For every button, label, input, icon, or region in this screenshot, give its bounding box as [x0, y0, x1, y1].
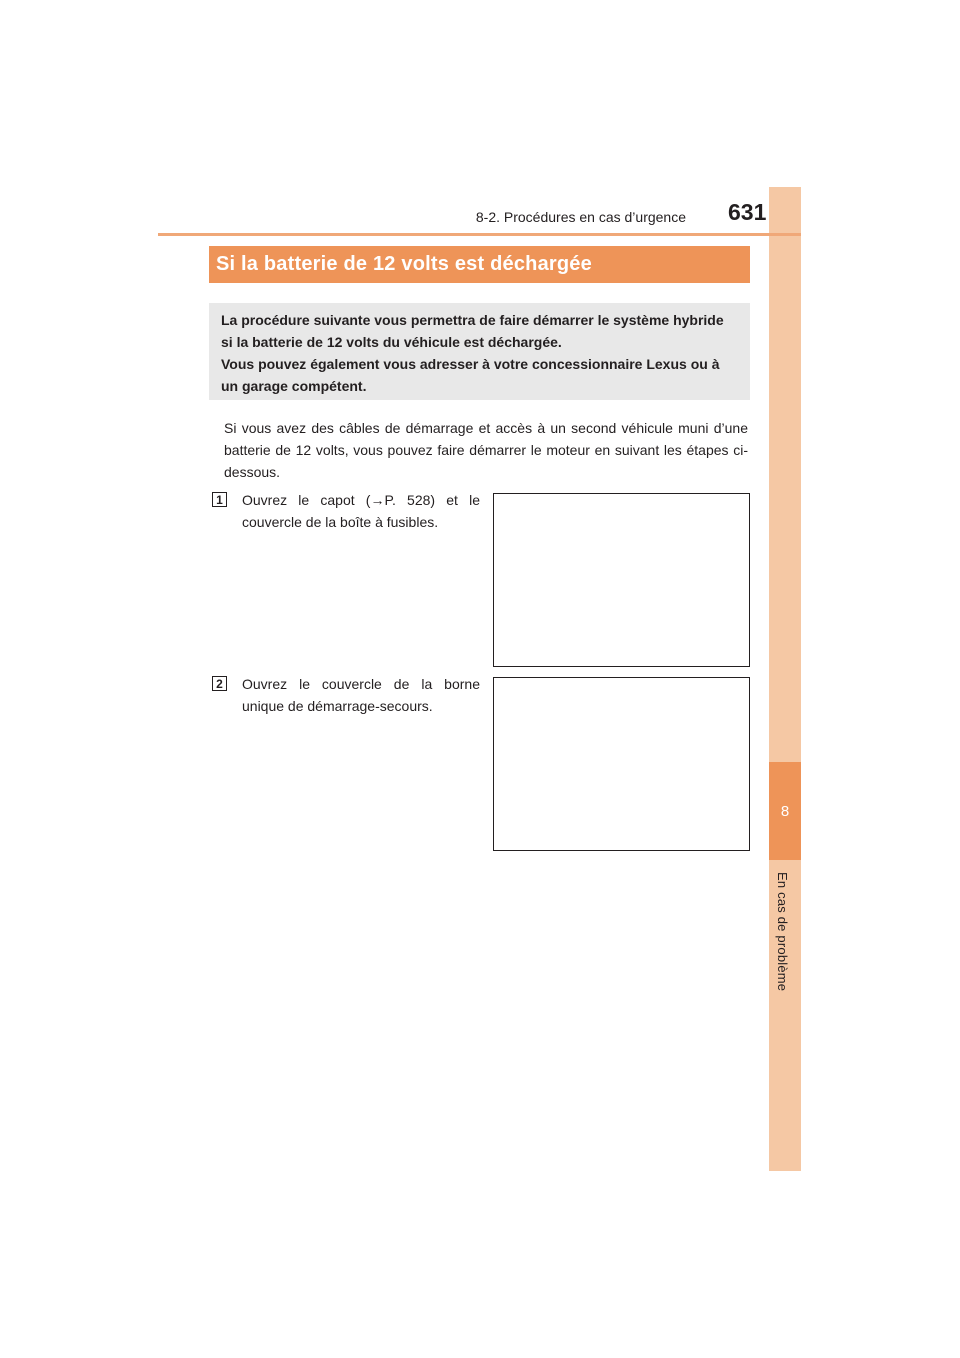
- intro-paragraph-2: Vous pouvez également vous adresser à votre concessionnaire Lexus ou à un garage compétent.: [221, 356, 720, 394]
- step-number-badge: 1: [212, 492, 227, 507]
- section-title-bar: [209, 246, 750, 283]
- step-2: [242, 673, 480, 717]
- section-header: 8-2. Procédures en cas d’urgence: [475, 209, 686, 225]
- step-number-badge: 2: [212, 676, 227, 691]
- body-text: Si vous avez des câbles de démarrage et accès à un second véhicule muni d’une batterie de 12 volts, vous pouvez faire démarrer le moteur en suivant les étapes ci-dessous.: [224, 420, 748, 480]
- step-2-text: Ouvrez le couvercle de la borne unique de démarrage-secours.: [242, 676, 480, 714]
- step-2-illustration: [493, 677, 750, 851]
- header-divider: [158, 233, 801, 236]
- step-1: [242, 489, 480, 533]
- chapter-number: 8: [780, 802, 790, 820]
- chapter-label: En cas de problème: [775, 872, 790, 992]
- intro-paragraph-1: La procédure suivante vous permettra de faire démarrer le système hybride si la batterie de 12 volts du véhicule est déchargée.: [221, 312, 724, 350]
- section-title: Si la batterie de 12 volts est déchargée: [216, 253, 592, 275]
- chapter-side-tab: [769, 187, 801, 1171]
- page-number: 631: [728, 199, 767, 225]
- chapter-number-tab: [769, 762, 801, 860]
- body-paragraph: [224, 417, 748, 483]
- step-1-illustration: [493, 493, 750, 667]
- intro-box: [209, 303, 750, 400]
- step-1-text: Ouvrez le capot (→P. 528) et le couvercle de la boîte à fusibles.: [242, 492, 480, 530]
